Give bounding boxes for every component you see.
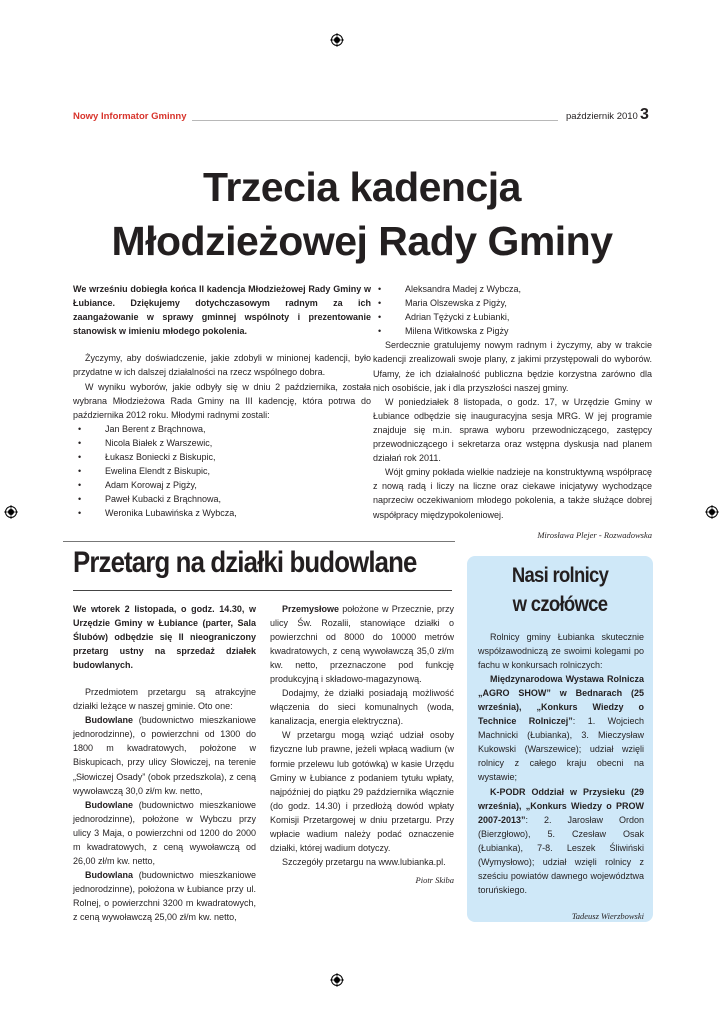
issue-date: październik 2010 (566, 111, 638, 122)
competition-details: : 1. Wojciech Machnicki (Łubianka), 3. Mieczysław Kukowski (Warszewice); udział wzięli rolnicy z całego kraju obecni na wystawie; (478, 716, 644, 783)
tender-article-column-2 (270, 602, 454, 887)
list-item: • Adrian Tężycki z Łubianki, (373, 310, 652, 324)
tender-title-rule (73, 590, 452, 591)
tender-article-title: Przetarg na działki budowlane (73, 546, 417, 579)
tender-item-label: Budowlane (85, 799, 134, 810)
registration-mark-right (705, 505, 719, 519)
tender-article-author: Piotr Skiba (415, 874, 454, 885)
list-item: • Weronika Lubawińska z Wybcza, (73, 506, 371, 520)
sidebar-author: Tadeusz Wierzbowski (571, 910, 644, 921)
main-article-paragraph: W poniedziałek 8 listopada, o godz. 17, w Urzędzie Gminy w Łubiance odbędzie się inauguracyjna sesja MRG. W jej programie znajduje się m.in. sprawa wyboru przewodniczącego, zastępcy przewodniczącego i sekretarza oraz wstępna dyskusja nad planem działań rok 2011. (373, 396, 652, 464)
tender-article-paragraph: Przedmiotem przetargu są atrakcyjne działki leżące w naszej gminie. Oto one: (73, 687, 256, 712)
sidebar-paragraph: Rolnicy gminy Łubianka skutecznie współzawodniczą ze swoimi kolegami po fachu w konkursach rolniczych: (478, 632, 644, 671)
header-rule (192, 120, 558, 121)
main-article-paragraph: Serdecznie gratulujemy nowym radnym i życzymy, aby w trakcie kadencji zrealizowali swoje plany, z jakimi przystępowali do wyborów. Ufamy, że ich działalność publiczna będzie korzystna zarówno dla nich osobiście, jak i dla przyszłości naszej gminy. (373, 340, 652, 393)
competition-result (478, 672, 644, 784)
list-item: • Paweł Kubacki z Brąchnowa, (73, 492, 371, 506)
registration-mark-bottom (330, 973, 344, 987)
list-item: • Nicola Białek z Warszewic, (73, 436, 371, 450)
tender-item-text: (budownictwo mieszkaniowe jednorodzinne), o powierzchni od 1300 do 1800 m kwadratowych, położone w Biskupicach, przy ulicy Słowiczej, na terenie „Słowiczej Osady” (obok przedszkola), z ceną wywoławczą 30,0 zł/m kw. netto, (73, 715, 256, 796)
tender-item (73, 868, 256, 924)
main-article-paragraph: Życzymy, aby doświadczenie, jakie zdobyli w minionej kadencji, było przydatne w ich dalszej działalności na rzecz wspólnego dobra. (73, 353, 371, 378)
list-item: • Jan Berent z Brąchnowa, (73, 422, 371, 436)
councillors-list (73, 422, 371, 521)
competition-result (478, 785, 644, 897)
tender-item-text: położone w Przecznie, przy ulicy Św. Rozalii, stanowiące działki o powierzchni od 8000 do 10000 metrów kwadratowych, z ceną wywoławczą 35,0 zł/m kw. netto, przeznaczone pod funkcję produkcyjną i składowo-magazynową. (270, 604, 454, 685)
tender-item (73, 713, 256, 797)
tender-item (73, 798, 256, 868)
sidebar-title-line2: w czołówce (512, 593, 608, 616)
page-number: 3 (640, 106, 649, 123)
competition-details: : 2. Jarosław Ordon (Bierzgłowo), 5. Czesław Osak (Łubianka), 7-8. Leszek Śliwiński (Wymysłowo); udział wzięli rolnicy z sześciu powiatów dawnego województwa toruńskiego. (478, 814, 644, 895)
tender-item-label: Budowlane (85, 715, 134, 726)
main-article-lead: We wrześniu dobiegła końca II kadencja Młodzieżowej Rady Gminy w Łubiance. Dziękujemy dotychczasowym radnym za ich zaangażowanie w sprawy gminnej wspólnoty i prezentowanie stanowisk w imieniu młodego pokolenia. (73, 284, 371, 337)
tender-item-label: Budowlana (85, 869, 134, 880)
list-item: • Łukasz Boniecki z Biskupic, (73, 450, 371, 464)
tender-article-paragraph: Szczegóły przetargu na www.lubianka.pl. (282, 856, 446, 867)
main-title-line2: Młodzieżowej Rady Gminy (111, 218, 613, 264)
list-item: • Ewelina Elendt z Biskupic, (73, 464, 371, 478)
list-item: • Maria Olszewska z Pigży, (373, 296, 652, 310)
main-article-paragraph: Wójt gminy pokłada wielkie nadzieje na konstruktywną współpracę z nową radą i liczy na liczne oraz ciekawe inicjatywy wychodzące naprzeciw oczekiwaniom młodego pokolenia, a także służące dobrej współpracy międzypokoleniowej. (373, 467, 652, 520)
list-item: • Milena Witkowska z Pigży (373, 324, 652, 338)
main-article-column-1 (73, 282, 371, 521)
tender-article-column-1 (73, 602, 256, 924)
main-article-author: Mirosława Plejer - Rozwadowska (537, 529, 652, 540)
publication-name: Nowy Informator Gminny (73, 111, 187, 122)
tender-article-lead: We wtorek 2 listopada, o godz. 14.30, w Urzędzie Gminy w Łubiance (parter, Sala Ślubów) odbędzie się II nieograniczony przetarg ustny na sprzedaż działek budowlanych. (73, 604, 256, 671)
registration-mark-top (330, 33, 344, 47)
main-title-line1: Trzecia kadencja (203, 164, 521, 210)
tender-article-paragraph: Dodajmy, że działki posiadają możliwość włączenia do sieci komunalnych (woda, kanalizacja, energia elektryczna). (270, 688, 454, 727)
sidebar-title-line1: Nasi rolnicy (511, 564, 609, 587)
main-article-paragraph: W wyniku wyborów, jakie odbyły się w dniu 2 października, została wybrana Młodzieżowa Rada Gminy na III kadencję, która potrwa do października 2012 roku. Młodymi radnymi zostali: (73, 381, 371, 420)
competition-name: Międzynarodowa Wystawa Rolnicza „AGRO SHOW” w Bednarach (25 września), „Konkurs Wiedzy o Technice Rolniczej” (478, 674, 644, 727)
list-item: • Adam Korowaj z Pigży, (73, 478, 371, 492)
tender-item-text: (budownictwo mieszkaniowe jednorodzinne), położona w Łubiance przy ul. Rolnej, o powierzchni 3200 m kwadratowych, z ceną wywoławczą 25,00 zł/m kw. netto, (73, 869, 256, 922)
councillors-list-continued (373, 282, 652, 338)
list-item: • Aleksandra Madej z Wybcza, (373, 282, 652, 296)
main-article-column-2 (373, 282, 652, 542)
tender-article-paragraph: W przetargu mogą wziąć udział osoby fizyczne lub prawne, jeżeli wpłacą wadium (w formie przelewu lub gotówką) w kasie Urzędu Gminy w Łubiance z podaniem tytułu wpłaty, najpóźniej do piątku 29 października włącznie (do godz. 14.30) i przedłożą dowód wpłaty Komisji Przetargowej w dniu przetargu. Przy wpłacie wadium należy podać oznaczenie działki, której wadium dotyczy. (270, 730, 454, 853)
tender-item-text: (budownictwo mieszkaniowe jednorodzinne), położone w Wybczu przy ulicy 3 Maja, o powierzchni od 1200 do 2000 m kwadratowych, z ceną wywoławczą od 26,00 zł/m kw. netto, (73, 799, 256, 866)
tender-item-label: Przemysłowe (282, 604, 340, 614)
sidebar-text (478, 630, 644, 923)
competition-name: K-PODR Oddział w Przysieku (29 września), „Konkurs Wiedzy o PROW 2007-2013” (478, 786, 644, 825)
registration-mark-left (4, 505, 18, 519)
section-divider (63, 541, 455, 542)
tender-item (270, 602, 454, 686)
